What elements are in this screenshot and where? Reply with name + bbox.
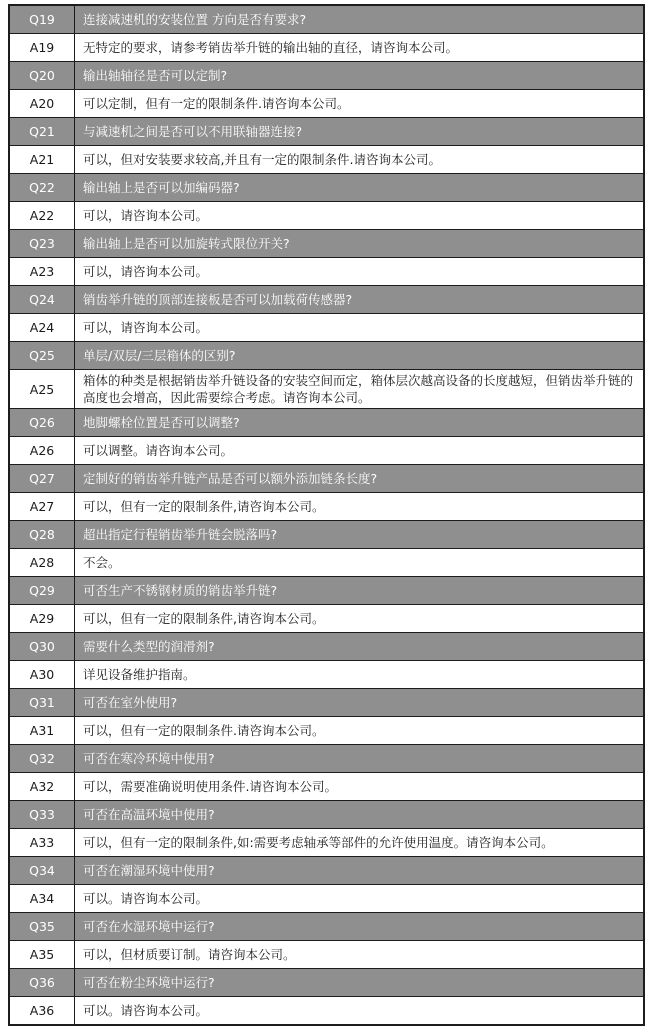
question-text: 可否生产不锈钢材质的销齿举升链? [75, 577, 645, 605]
row-label: Q36 [9, 969, 75, 997]
question-text: 与减速机之间是否可以不用联轴器连接? [75, 118, 645, 146]
question-text: 单层/双层/三层箱体的区别? [75, 342, 645, 370]
faq-row [9, 286, 644, 314]
row-label: A21 [9, 146, 75, 174]
row-label: A27 [9, 493, 75, 521]
row-label: A23 [9, 258, 75, 286]
row-label: Q32 [9, 745, 75, 773]
question-text: 可否在粉尘环境中运行? [75, 969, 645, 997]
answer-text: 可以定制，但有一定的限制条件.请咨询本公司。 [75, 90, 645, 118]
question-text: 可否在高温环境中使用? [75, 801, 645, 829]
faq-row [9, 258, 644, 286]
answer-text: 可以，但对安装要求较高,并且有一定的限制条件.请咨询本公司。 [75, 146, 645, 174]
faq-row [9, 661, 644, 689]
row-label: A25 [9, 370, 75, 409]
row-label: Q23 [9, 230, 75, 258]
question-text: 销齿举升链的顶部连接板是否可以加载荷传感器? [75, 286, 645, 314]
question-text: 需要什么类型的润滑剂? [75, 633, 645, 661]
row-label: Q34 [9, 857, 75, 885]
row-label: Q29 [9, 577, 75, 605]
row-label: Q19 [9, 5, 75, 34]
answer-text: 可以，但有一定的限制条件,请咨询本公司。 [75, 605, 645, 633]
faq-row [9, 857, 644, 885]
faq-row [9, 969, 644, 997]
answer-text: 可以，请咨询本公司。 [75, 202, 645, 230]
faq-row [9, 146, 644, 174]
row-label: Q21 [9, 118, 75, 146]
question-text: 输出轴轴径是否可以定制? [75, 62, 645, 90]
question-text: 输出轴上是否可以加旋转式限位开关? [75, 230, 645, 258]
faq-row [9, 5, 644, 34]
faq-table-body [9, 5, 644, 1025]
faq-row [9, 90, 644, 118]
row-label: A20 [9, 90, 75, 118]
faq-row [9, 801, 644, 829]
answer-text: 可以调整。请咨询本公司。 [75, 437, 645, 465]
answer-text: 可以。请咨询本公司。 [75, 885, 645, 913]
faq-row [9, 829, 644, 857]
row-label: Q26 [9, 409, 75, 437]
answer-text: 可以，请咨询本公司。 [75, 258, 645, 286]
faq-row [9, 633, 644, 661]
answer-text: 可以。请咨询本公司。 [75, 997, 645, 1026]
row-label: Q24 [9, 286, 75, 314]
faq-row [9, 885, 644, 913]
row-label: Q27 [9, 465, 75, 493]
row-label: A34 [9, 885, 75, 913]
faq-row [9, 773, 644, 801]
faq-row [9, 577, 644, 605]
row-label: A30 [9, 661, 75, 689]
faq-row [9, 118, 644, 146]
row-label: Q30 [9, 633, 75, 661]
row-label: A24 [9, 314, 75, 342]
row-label: A26 [9, 437, 75, 465]
question-text: 可否在潮湿环境中使用? [75, 857, 645, 885]
faq-row [9, 437, 644, 465]
answer-text: 可以，需要准确说明使用条件.请咨询本公司。 [75, 773, 645, 801]
faq-row [9, 465, 644, 493]
row-label: Q20 [9, 62, 75, 90]
row-label: Q28 [9, 521, 75, 549]
answer-text: 可以，请咨询本公司。 [75, 314, 645, 342]
question-text: 定制好的销齿举升链产品是否可以额外添加链条长度? [75, 465, 645, 493]
question-text: 地脚螺栓位置是否可以调整? [75, 409, 645, 437]
answer-text: 可以，但有一定的限制条件.请咨询本公司。 [75, 717, 645, 745]
answer-text: 可以，但材质要订制。请咨询本公司。 [75, 941, 645, 969]
row-label: A28 [9, 549, 75, 577]
question-text: 可否在室外使用? [75, 689, 645, 717]
row-label: A36 [9, 997, 75, 1026]
row-label: Q22 [9, 174, 75, 202]
faq-row [9, 521, 644, 549]
faq-row [9, 230, 644, 258]
faq-row [9, 717, 644, 745]
faq-row [9, 745, 644, 773]
faq-row [9, 314, 644, 342]
row-label: A22 [9, 202, 75, 230]
row-label: A33 [9, 829, 75, 857]
row-label: A19 [9, 34, 75, 62]
question-text: 输出轴上是否可以加编码器? [75, 174, 645, 202]
faq-row [9, 202, 644, 230]
faq-row [9, 62, 644, 90]
faq-row [9, 174, 644, 202]
row-label: A32 [9, 773, 75, 801]
answer-text: 不会。 [75, 549, 645, 577]
faq-row [9, 370, 644, 409]
answer-text: 可以，但有一定的限制条件,如:需要考虑轴承等部件的允许使用温度。请咨询本公司。 [75, 829, 645, 857]
faq-row [9, 605, 644, 633]
faq-row [9, 493, 644, 521]
faq-row [9, 913, 644, 941]
row-label: Q31 [9, 689, 75, 717]
faq-row [9, 409, 644, 437]
answer-text: 详见设备维护指南。 [75, 661, 645, 689]
faq-row [9, 997, 644, 1026]
question-text: 连接减速机的安装位置 方向是否有要求? [75, 5, 645, 34]
faq-row [9, 34, 644, 62]
question-text: 可否在水湿环境中运行? [75, 913, 645, 941]
faq-row [9, 342, 644, 370]
faq-row [9, 941, 644, 969]
faq-table [8, 4, 645, 1026]
row-label: Q25 [9, 342, 75, 370]
faq-row [9, 549, 644, 577]
row-label: A29 [9, 605, 75, 633]
faq-row [9, 689, 644, 717]
answer-text: 箱体的种类是根据销齿举升链设备的安装空间而定，箱体层次越高设备的长度越短，但销齿举升链的高度也会增高，因此需要综合考虑。请咨询本公司。 [75, 370, 645, 409]
answer-text: 无特定的要求，请参考销齿举升链的输出轴的直径，请咨询本公司。 [75, 34, 645, 62]
question-text: 可否在寒冷环境中使用? [75, 745, 645, 773]
row-label: Q35 [9, 913, 75, 941]
row-label: Q33 [9, 801, 75, 829]
row-label: A35 [9, 941, 75, 969]
row-label: A31 [9, 717, 75, 745]
question-text: 超出指定行程销齿举升链会脱落吗? [75, 521, 645, 549]
answer-text: 可以，但有一定的限制条件,请咨询本公司。 [75, 493, 645, 521]
